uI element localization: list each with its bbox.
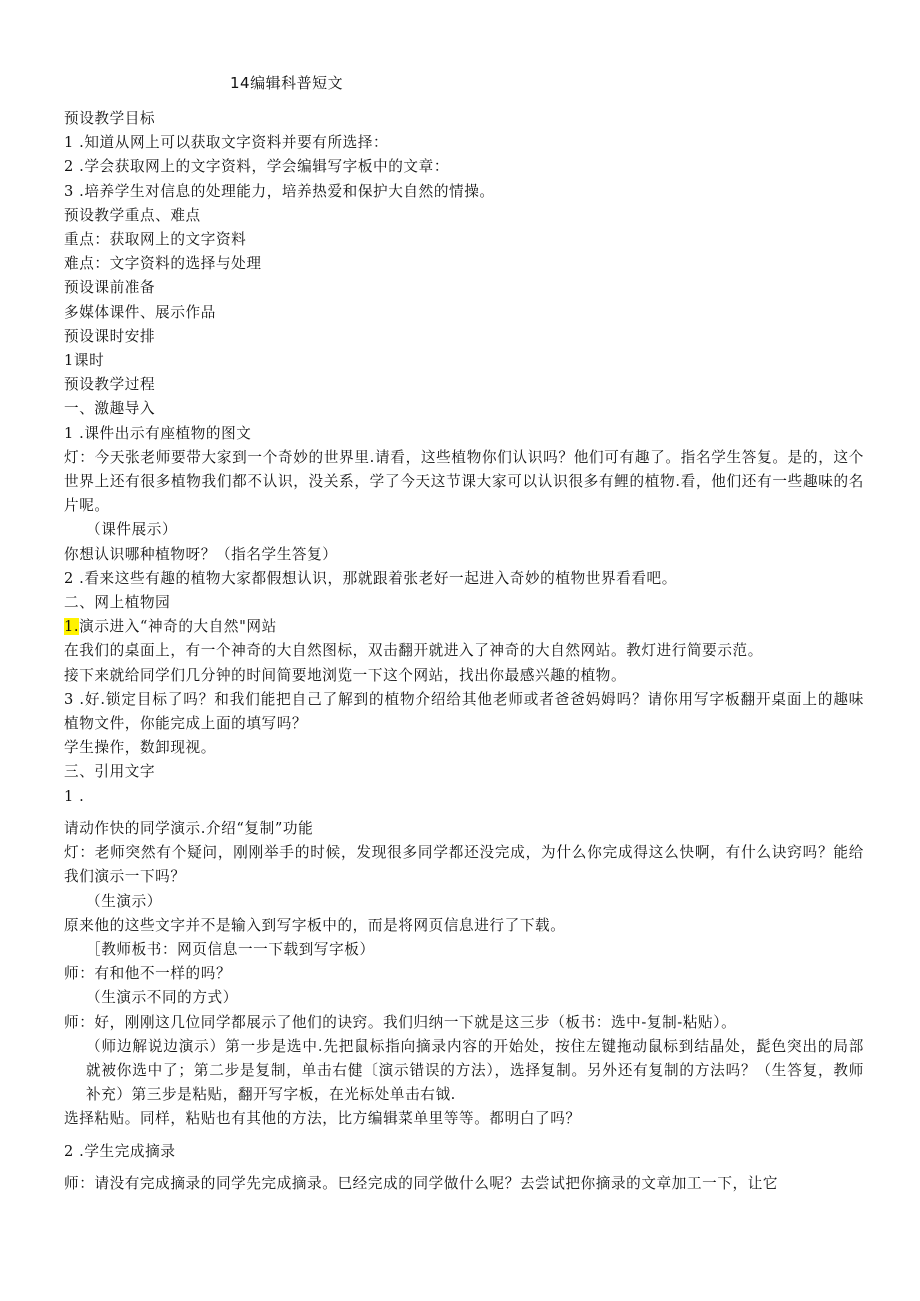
line-text: （生演示不同的方式） (86, 989, 238, 1007)
line-text: 3 .好.锁定目标了吗？和我们能把自己了解到的植物介绍给其他老师或者爸爸妈姆吗？请你用写字板翻开桌面上的趣味植物文件，你能完成上面的填写吗？ (64, 690, 864, 733)
line-text: （课件展示） (86, 521, 178, 539)
line-text: 演示进入“神奇的大自然"网站 (79, 618, 277, 636)
line-text: 原来他的这些文字并不是输入到写字板中的，而是将网页信息进行了下载。 (64, 916, 566, 934)
line-text: 师：好，刚刚这几位同学都展示了他们的诀窍。我们归纳一下就是这三步（板书：选中-复制-粘贴）。 (64, 1013, 737, 1031)
paragraph-line (64, 938, 864, 962)
paragraph-line (64, 301, 864, 325)
line-text: 三、引用文字 (64, 763, 156, 781)
paragraph-line (64, 422, 864, 446)
paragraph-line (64, 1107, 864, 1131)
paragraph-line (64, 180, 864, 204)
paragraph-line (64, 785, 864, 809)
highlighted-marker: 1. (64, 618, 80, 636)
line-text: 灯：今天张老师要带大家到一个奇妙的世界里.请看，这些植物你们认识吗？他们可有趣了。指名学生答复。是的，这个世界上还有很多植物我们都不认识，没关系，学了今天这节课大家可以认识很多有鲤的植物.看，他们还有一些趣味的名片呢。 (64, 448, 864, 515)
paragraph-line (64, 1035, 864, 1108)
paragraph-line (64, 760, 864, 784)
line-text: 1 .知道从网上可以获取文字资料并要有所选择： (64, 134, 389, 152)
line-text: 难点：文字资料的选择与处理 (64, 255, 262, 273)
paragraph-line (64, 664, 864, 688)
line-text: 请动作快的同学演示.介绍“复制”功能 (64, 819, 314, 837)
paragraph-line (64, 688, 864, 736)
paragraph-line (64, 962, 864, 986)
line-text: 2 .学会获取网上的文字资料，学会编辑写字板中的文章： (64, 158, 450, 176)
paragraph-line (64, 1172, 864, 1196)
paragraph-line (64, 228, 864, 252)
paragraph-line (64, 615, 864, 639)
paragraph-line (64, 1011, 864, 1035)
line-text: 预设教学过程 (64, 376, 156, 394)
line-text: 师：有和他不一样的吗？ (64, 965, 232, 983)
paragraph-line (64, 325, 864, 349)
paragraph-line (64, 1140, 864, 1164)
line-text: 灯：老师突然有个疑问，刚刚举手的时候，发现很多同学都还没完成，为什么你完成得这么快啊，有什么诀窍吗？能给我们演示一下吗？ (64, 844, 864, 886)
line-text: （师边解说边演示）第一步是选中.先把鼠标指向摘录内容的开始处，按住左键拖动鼠标到结晶处，髭色突出的局部就被你选中了；第二步是复制，单击右健〔演示错误的方法），选择复制。另外还有复制的方法吗？（生答复，教师补充）第三步是粘贴，翻开写字板，在光标处单击右钺. (86, 1037, 864, 1104)
paragraph-line (64, 276, 864, 300)
paragraph-line (64, 591, 864, 615)
line-text: 二、网上植物园 (64, 594, 171, 612)
line-text: 预设课时安排 (64, 327, 156, 345)
line-text: 预设课前准备 (64, 279, 156, 297)
line-text: 选择粘贴。同样，粘贴也有其他的方法，比方编辑菜单里等等。都明白了吗？ (64, 1110, 581, 1128)
paragraph-line (64, 543, 864, 567)
document-title: 14编辑科普短文 (230, 74, 344, 92)
line-text: （生演示） (86, 892, 162, 910)
line-text: 接下来就给同学们几分钟的时间简要地浏览一下这个网站，找出你最感兴趣的植物。 (64, 666, 627, 684)
paragraph-line (64, 567, 864, 591)
paragraph-line (64, 639, 864, 663)
line-text: 1课时 (64, 352, 105, 370)
line-text: 师：请没有完成摘录的同学先完成摘录。巳经完成的同学做什么呢？去尝试把你摘录的文章加工一下，让它 (64, 1174, 779, 1192)
line-text: 一、激趣导入 (64, 400, 156, 418)
paragraph-line (64, 131, 864, 155)
line-text: 3 .培养学生对信息的处理能力，培养热爱和保护大自然的情操。 (64, 182, 495, 200)
document-body (64, 107, 864, 1196)
line-text: 学生操作，数卸现视。 (64, 739, 216, 757)
line-text: ［教师板书：网页信息一一下载到写字板） (86, 940, 375, 958)
line-text: 1 .课件出示有座植物的图文 (64, 424, 252, 442)
paragraph-line (64, 986, 864, 1010)
paragraph-line (64, 518, 864, 542)
line-text: 在我们的桌面上，有一个神奇的大自然图标，双击翻开就进入了神奇的大自然网站。教灯进行简要示范。 (64, 642, 763, 660)
paragraph-line (64, 890, 864, 914)
paragraph-line (64, 841, 864, 889)
line-text: 重点：获取网上的文字资料 (64, 231, 247, 249)
paragraph-line (64, 397, 864, 421)
paragraph-line (64, 252, 864, 276)
line-text: 你想认识哪种植物呀？（指名学生答复） (64, 545, 338, 563)
paragraph-line (64, 736, 864, 760)
paragraph-line (64, 155, 864, 179)
paragraph-line (64, 349, 864, 373)
paragraph-line (64, 914, 864, 938)
paragraph-line (64, 373, 864, 397)
paragraph-line (64, 817, 864, 841)
paragraph-line (64, 107, 864, 131)
line-text: 多媒体课件、展示作品 (64, 303, 216, 321)
paragraph-line (64, 446, 864, 519)
line-text: 2 .学生完成摘录 (64, 1142, 176, 1160)
line-text: 2 .看来这些有趣的植物大家都假想认识，那就跟着张老好一起进入奇妙的植物世界看看吧。 (64, 569, 677, 587)
line-text: 预设教学重点、难点 (64, 206, 201, 224)
paragraph-line (64, 204, 864, 228)
line-text: 预设教学目标 (64, 110, 156, 127)
line-text: 1 . (64, 787, 85, 805)
